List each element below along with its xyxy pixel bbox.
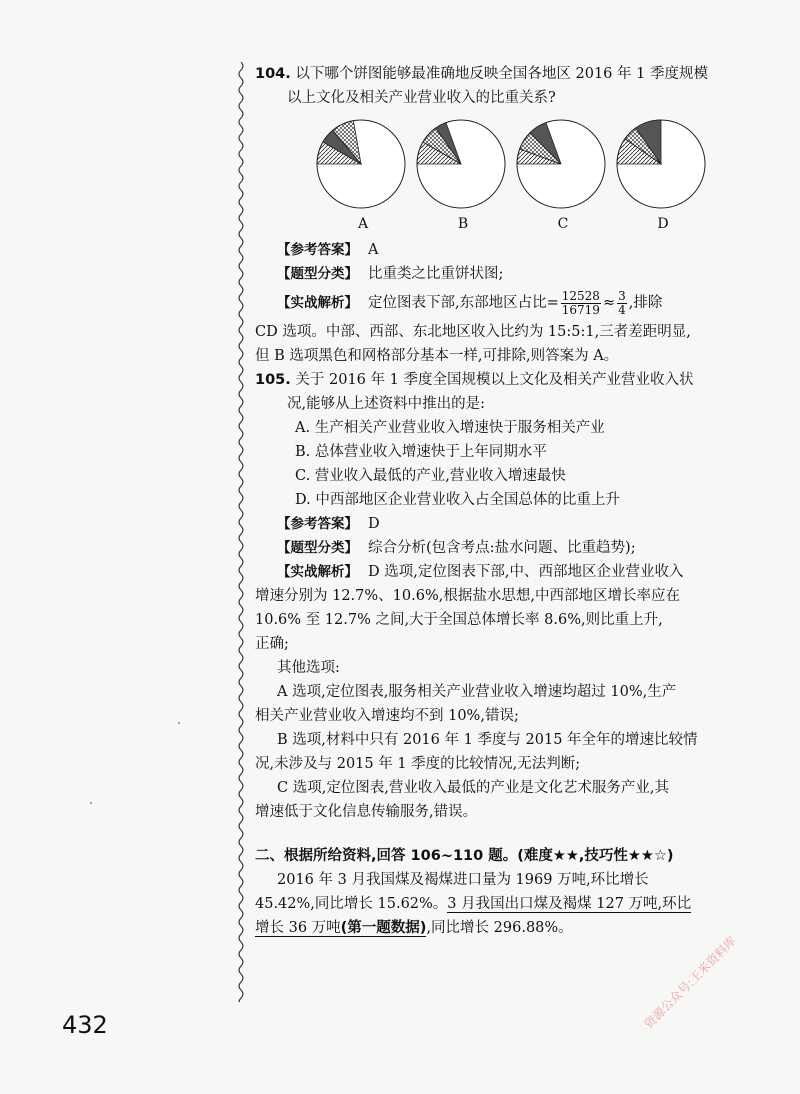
q105-option-d: D. 中西部地区企业营业收入占全国总体的比重上升 <box>295 492 620 508</box>
q105-option-b: B. 总体营业收入增速快于上年同期水平 <box>295 444 547 460</box>
answer-value: A <box>368 242 379 258</box>
pie-option-b <box>413 116 513 236</box>
q105-option-a-analysis-2: 相关产业营业收入增速均不到 10%,错误; <box>255 708 519 724</box>
q104-analysis-line1 <box>255 286 735 320</box>
q105-analysis-line3: 10.6% 至 12.7% 之间,大于全国总体增长率 8.6%,则比重上升, <box>255 612 663 628</box>
speck <box>90 802 92 804</box>
q105-analysis-line2: 增速分别为 12.7%、10.6%,根据盐水思想,中西部地区增长率应在 <box>255 588 680 604</box>
pie-option-d <box>613 116 713 236</box>
answer-tag: 【参考答案】 <box>277 242 358 258</box>
speck <box>178 722 180 724</box>
q105-option-a: A. 生产相关产业营业收入增速快于服务相关产业 <box>295 420 605 436</box>
q104-line1 <box>255 62 735 86</box>
page-number: 432 <box>62 1011 108 1039</box>
content <box>255 62 735 940</box>
type-tag: 【题型分类】 <box>277 540 358 556</box>
fraction-1-denominator: 16719 <box>561 302 600 317</box>
pie-label-c: C <box>557 216 569 232</box>
analysis-tag: 【实战解析】 <box>277 295 358 311</box>
analysis-text-end: ,排除 <box>628 295 663 311</box>
pie-chart-b <box>413 116 509 212</box>
analysis-tag: 【实战解析】 <box>277 564 358 580</box>
q104-analysis-line3: 但 B 选项黑色和网格部分基本一样,可排除,则答案为 A。 <box>255 348 619 364</box>
pie-option-a <box>313 116 413 236</box>
pie-label-b: B <box>457 216 469 232</box>
q105-number: 105. <box>255 372 291 388</box>
q105-analysis-line1 <box>255 560 735 584</box>
q105-type <box>255 536 735 560</box>
q105-text-1: 关于 2016 年 1 季度全国规模以上文化及相关产业营业收入状 <box>295 372 694 388</box>
pie-chart-a <box>313 116 409 212</box>
pie-label-d: D <box>657 216 669 232</box>
watermark: 资源公众号:王米资料库 <box>641 933 740 1032</box>
section2-heading: 二、根据所给资料,回答 106~110 题。(难度★★,技巧性★★☆) <box>255 848 674 864</box>
q105-analysis-line4: 正确; <box>255 636 289 652</box>
q104-answer <box>255 238 735 262</box>
q105-line1 <box>255 368 735 392</box>
pie-chart-d <box>613 116 709 212</box>
q104-analysis-line2: CD 选项。中部、西部、东北地区收入比约为 15:5:1,三者差距明显, <box>255 324 691 340</box>
pie-label-a: A <box>357 216 369 232</box>
section2-paragraph-line1: 2016 年 3 月我国煤及褐煤进口量为 1969 万吨,环比增长 <box>277 872 649 888</box>
q104-type <box>255 262 735 286</box>
q105-other-options: 其他选项: <box>277 660 340 676</box>
q105-option-a-analysis-1: A 选项,定位图表,服务相关产业营业收入增速均超过 10%,生产 <box>277 684 677 700</box>
pie-options <box>255 116 735 234</box>
section2-text: 45.42%,同比增长 15.62%。 <box>255 896 448 912</box>
type-value: 比重类之比重饼状图; <box>368 266 504 282</box>
q105-answer <box>255 512 735 536</box>
pie-chart-c <box>513 116 609 212</box>
approx-sign: ≈ <box>602 295 616 311</box>
q104-number: 104. <box>255 66 291 82</box>
q105-option-b-analysis-1: B 选项,材料中只有 2016 年 1 季度与 2015 年全年的增速比较情 <box>277 732 698 748</box>
binding-wavy-line <box>234 62 248 1002</box>
underlined-text: 3 月我国出口煤及褐煤 127 万吨,环比 <box>447 896 692 912</box>
type-value: 综合分析(包含考点:盐水问题、比重趋势); <box>368 540 636 556</box>
spacer <box>255 824 735 844</box>
q105-text-2: 况,能够从上述资料中推出的是: <box>287 396 485 412</box>
fraction-1 <box>561 290 601 317</box>
section2-paragraph-line3 <box>255 916 735 940</box>
fraction-2-denominator: 4 <box>618 302 626 317</box>
analysis-text: 定位图表下部,东部地区占比= <box>368 295 559 311</box>
section2-paragraph-line2 <box>255 892 735 916</box>
q104-text-1: 以下哪个饼图能够最准确地反映全国各地区 2016 年 1 季度规模 <box>295 66 708 82</box>
q105-option-c-analysis-1: C 选项,定位图表,营业收入最低的产业是文化艺术服务产业,其 <box>277 780 670 796</box>
section2-text: ,同比增长 296.88%。 <box>426 920 573 936</box>
underlined-text: 增长 36 万吨 <box>255 920 341 936</box>
pie-option-c <box>513 116 613 236</box>
q104-text-2: 以上文化及相关产业营业收入的比重关系? <box>287 90 556 106</box>
first-question-data-note: (第一题数据) <box>340 920 427 936</box>
q105-option-c-analysis-2: 增速低于文化信息传输服务,错误。 <box>255 804 478 820</box>
answer-tag: 【参考答案】 <box>277 516 358 532</box>
fraction-2 <box>617 290 627 317</box>
q105-option-c: C. 营业收入最低的产业,营业收入增速最快 <box>295 468 566 484</box>
answer-value: D <box>368 516 380 532</box>
type-tag: 【题型分类】 <box>277 266 358 282</box>
fraction-2-numerator: 3 <box>618 288 626 303</box>
analysis-text: D 选项,定位图表下部,中、西部地区企业营业收入 <box>368 564 684 580</box>
q105-option-b-analysis-2: 况,未涉及与 2015 年 1 季度的比较情况,无法判断; <box>255 756 581 772</box>
fraction-1-numerator: 12528 <box>561 288 600 303</box>
